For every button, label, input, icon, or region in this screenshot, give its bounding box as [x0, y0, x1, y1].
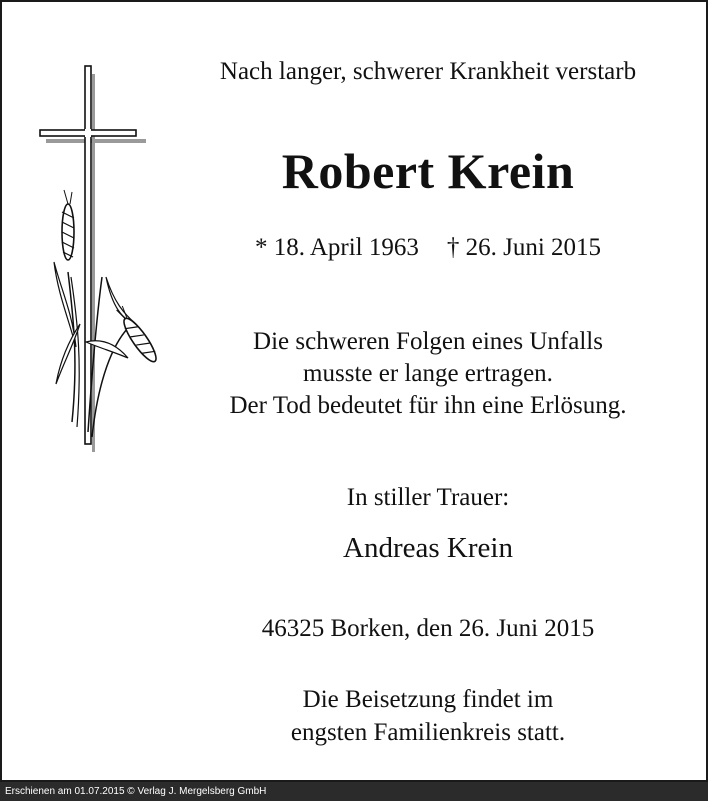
- publication-footer: Erschienen am 01.07.2015 © Verlag J. Mergelsberg GmbH: [0, 782, 708, 801]
- deceased-name: Robert Krein: [281, 143, 575, 199]
- verse-line: Der Tod bedeutet für ihn eine Erlösung.: [229, 392, 627, 419]
- intro-text: Nach langer, schwerer Krankheit verstarb: [219, 58, 637, 85]
- birth-date: * 18. April 1963: [254, 234, 419, 261]
- verse-line: Die schweren Folgen eines Unfalls: [253, 328, 603, 355]
- verse: [202, 326, 654, 422]
- burial-note: [202, 683, 654, 749]
- life-dates: [202, 234, 654, 262]
- cross-with-wheat-icon: [32, 62, 172, 452]
- mourner-name: Andreas Krein: [343, 532, 513, 564]
- verse-line: musste er lange ertragen.: [303, 360, 553, 387]
- burial-line: engsten Familienkreis statt.: [290, 719, 566, 746]
- death-date: † 26. Juni 2015: [446, 234, 602, 261]
- burial-line: Die Beisetzung findet im: [302, 686, 554, 713]
- mourning-label: In stiller Trauer:: [346, 484, 510, 511]
- place-date: 46325 Borken, den 26. Juni 2015: [261, 615, 595, 642]
